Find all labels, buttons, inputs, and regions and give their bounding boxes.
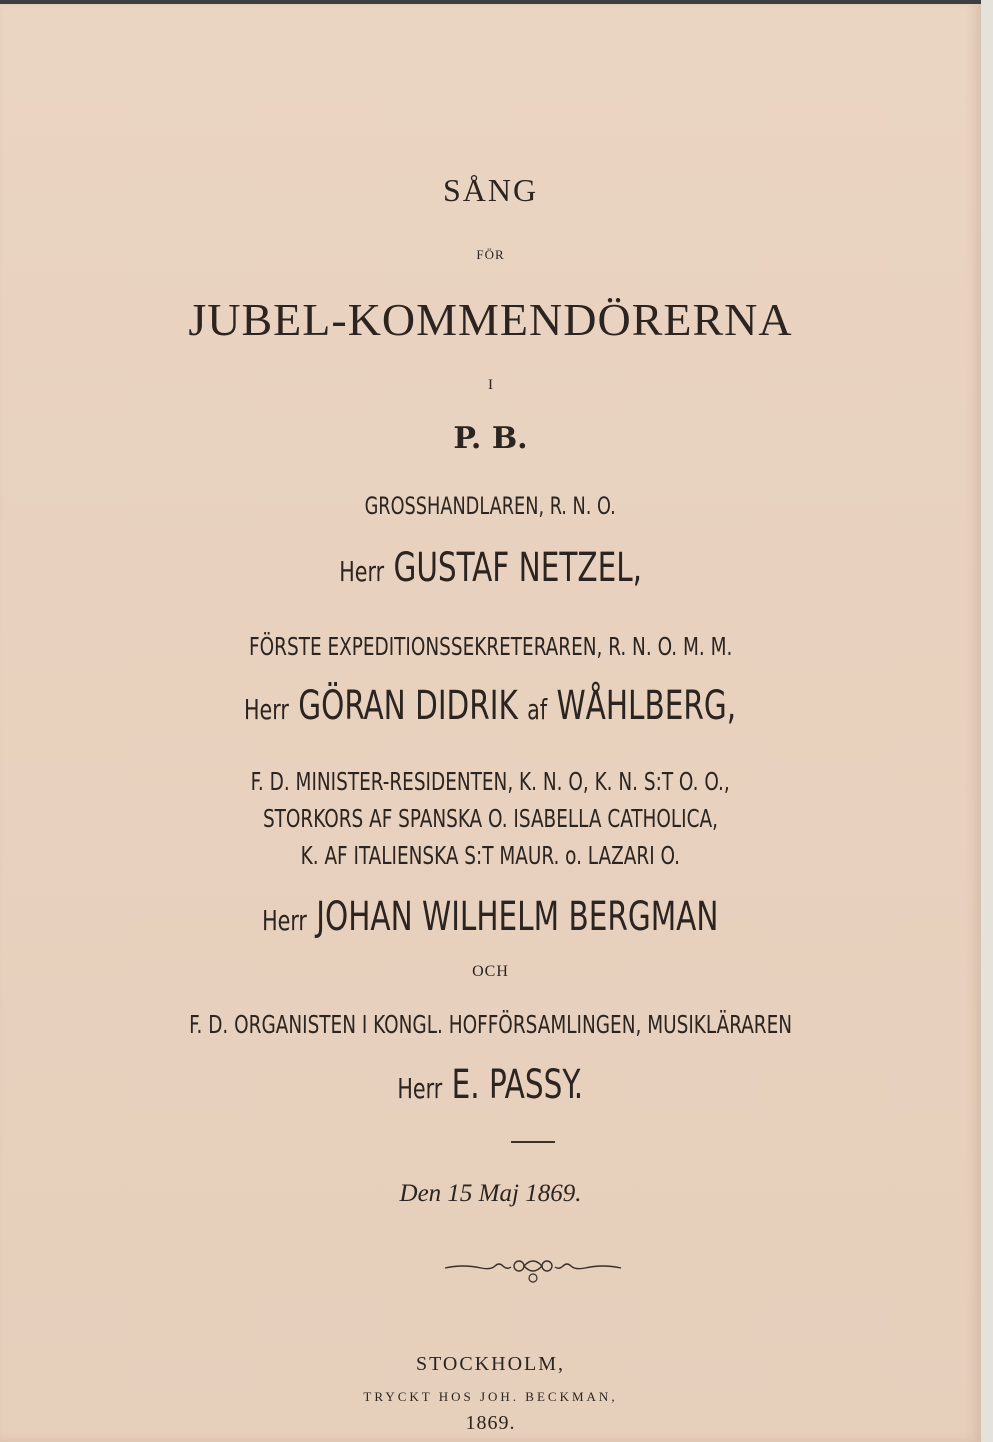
scan-top-edge — [0, 0, 981, 4]
person-3-title-1: F. D. MINISTER-RESIDENTEN, K. N. O, K. N. S:T O. O., — [250, 767, 731, 796]
imprint-city: STOCKHOLM, — [415, 1353, 566, 1375]
person-3-title-2: STORKORS AF SPANSKA O. ISABELLA CATHOLICA, — [262, 804, 718, 833]
person-2-title: FÖRSTE EXPEDITIONSSEKRETERAREN, R. N. O. M. M. — [248, 632, 733, 661]
imprint-printer: TRYCKT HOS JOH. BECKMAN, — [363, 1389, 618, 1404]
title-i: I — [488, 377, 493, 393]
person-4-title: F. D. ORGANISTEN I KONGL. HOFFÖRSAMLINGEN, MUSIKLÄRAREN — [189, 1010, 792, 1039]
person-2-name: Herr GÖRAN DIDRIK af WÅHLBERG, — [244, 683, 737, 729]
title-for: FÖR — [476, 247, 505, 262]
herr-label: Herr — [397, 1072, 443, 1105]
och-conjunction: OCH — [472, 963, 509, 980]
herr-label: Herr — [244, 693, 290, 726]
person-1-name: Herr GUSTAF NETZEL, — [339, 545, 642, 591]
person-1-title: GROSSHANDLAREN, R. N. O. — [364, 492, 617, 520]
scan-right-edge — [981, 0, 993, 1442]
ornament-flourish-icon — [443, 1250, 623, 1286]
herr-label: Herr — [339, 555, 384, 588]
title-pb: P. B. — [453, 421, 528, 456]
person-4-name: Herr E. PASSY. — [397, 1062, 584, 1108]
herr-label: Herr — [262, 904, 308, 937]
date-line: Den 15 Maj 1869. — [399, 1180, 582, 1207]
main-title: JUBEL-KOMMENDÖRERNA — [188, 294, 793, 345]
divider-rule — [511, 1141, 555, 1143]
imprint-year: 1869. — [465, 1412, 516, 1434]
person-3-title-3: K. AF ITALIENSKA S:T MAUR. o. LAZARI O. — [300, 841, 681, 870]
title-sang: SÅNG — [442, 172, 539, 208]
person-3-name: Herr JOHAN WILHELM BERGMAN — [262, 894, 719, 940]
